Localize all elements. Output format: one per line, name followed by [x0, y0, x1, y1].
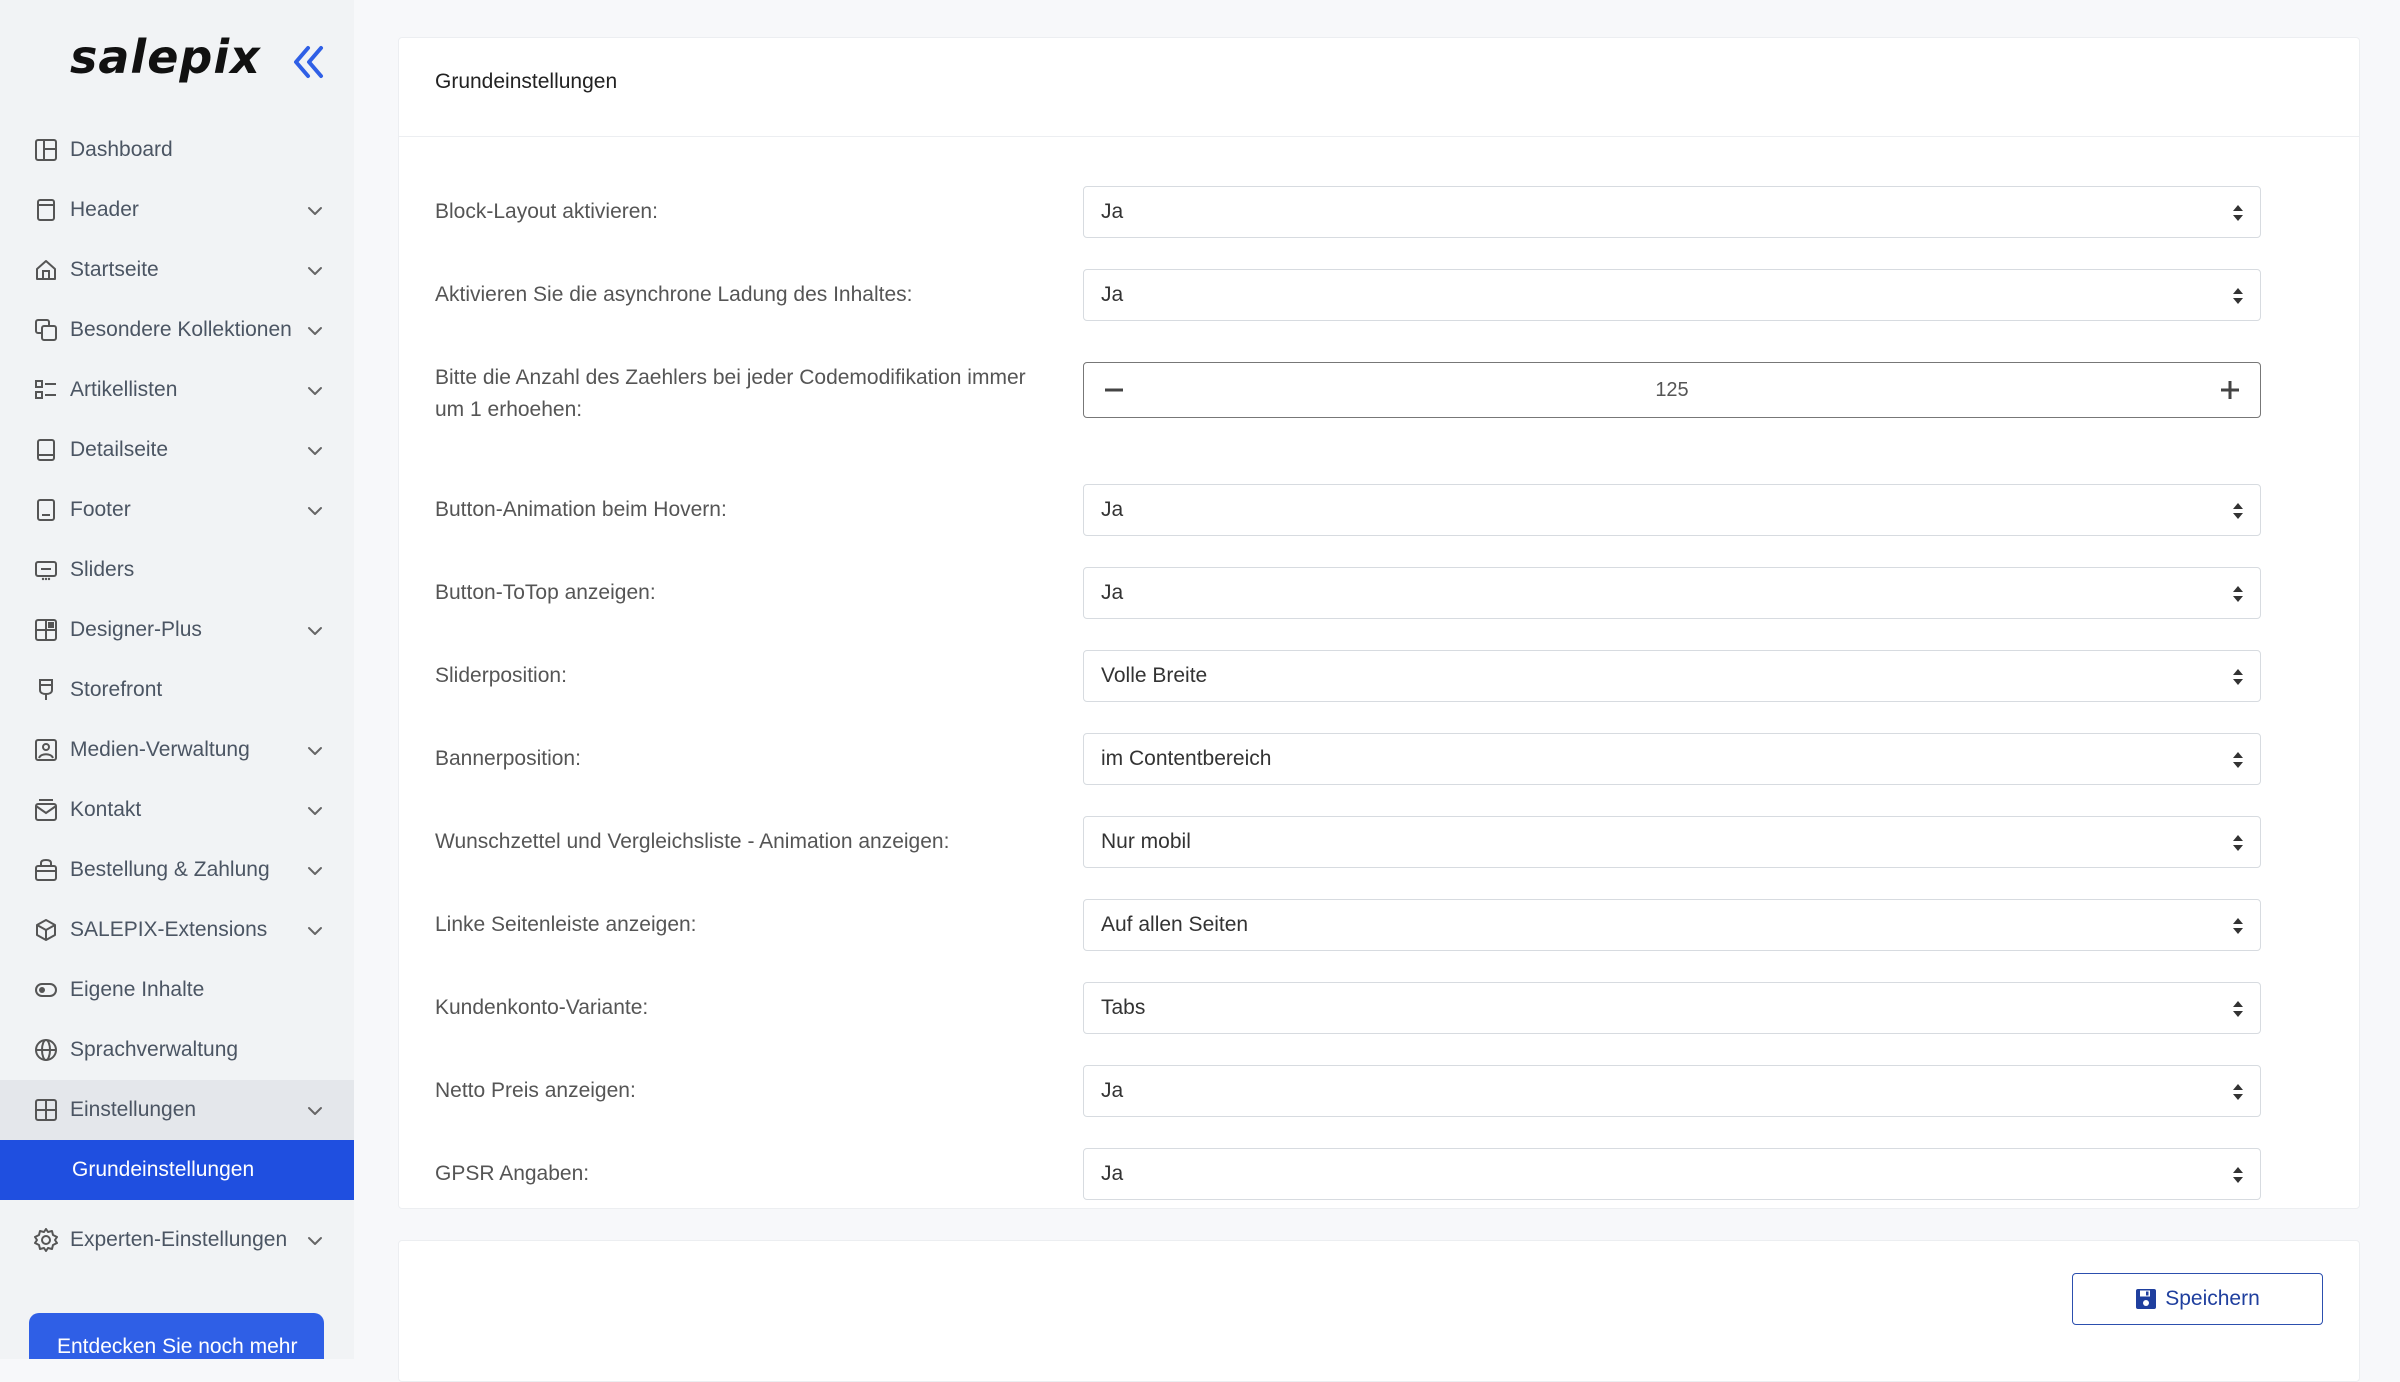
- card-header: [399, 38, 2359, 137]
- chevron-down-icon: [306, 202, 324, 220]
- sidebar-item-salepix-extensions[interactable]: [0, 900, 354, 960]
- sidebar-item-sprachverwaltung[interactable]: [0, 1020, 354, 1080]
- setting-label: Wunschzettel und Vergleichsliste - Animation anzeigen:: [435, 830, 950, 853]
- sidebar-item-label: Grundeinstellungen: [72, 1158, 255, 1181]
- setting-select[interactable]: [1083, 567, 2261, 619]
- media-icon: [34, 738, 58, 762]
- sidebar-item-besondere-kollektionen[interactable]: [0, 300, 354, 360]
- chevron-down-icon: [306, 742, 324, 760]
- sidebar-item-label: Kontakt: [70, 798, 142, 821]
- setting-label: Kundenkonto-Variante:: [435, 996, 649, 1019]
- sort-arrows-icon: [2232, 584, 2244, 604]
- sort-arrows-icon: [2232, 203, 2244, 223]
- setting-label: GPSR Angaben:: [435, 1162, 590, 1185]
- sidebar-item-label: Startseite: [70, 258, 159, 281]
- sidebar-item-footer[interactable]: [0, 480, 354, 540]
- chevron-down-icon: [306, 1232, 324, 1250]
- sidebar-item-label: Eigene Inhalte: [70, 978, 205, 1001]
- dashboard-icon: [34, 138, 58, 162]
- toggle-icon: [34, 978, 58, 1002]
- select-value: Tabs: [1101, 996, 1146, 1019]
- sidebar-item-label: Sliders: [70, 558, 135, 581]
- select-value: Ja: [1101, 498, 1124, 521]
- sort-arrows-icon: [2232, 1165, 2244, 1185]
- storefront-icon: [34, 678, 58, 702]
- sidebar-item-kontakt[interactable]: [0, 780, 354, 840]
- sidebar-item-bestellung-und-zahlung[interactable]: [0, 840, 354, 900]
- list-icon: [34, 378, 58, 402]
- sort-arrows-icon: [2232, 501, 2244, 521]
- designer-icon: [34, 618, 58, 642]
- chevron-down-icon: [306, 802, 324, 820]
- chevron-down-icon: [306, 502, 324, 520]
- sidebar-item-designer-plus[interactable]: [0, 600, 354, 660]
- setting-select[interactable]: [1083, 899, 2261, 951]
- sidebar-item-label: Artikellisten: [70, 378, 178, 401]
- setting-select[interactable]: [1083, 982, 2261, 1034]
- setting-label: Netto Preis anzeigen:: [435, 1079, 636, 1102]
- select-value: im Contentbereich: [1101, 747, 1272, 770]
- decrement-button[interactable]: [1098, 375, 1130, 405]
- setting-select[interactable]: [1083, 1148, 2261, 1200]
- box-icon: [34, 918, 58, 942]
- sidebar-item-label: Header: [70, 198, 139, 221]
- chevron-down-icon: [306, 382, 324, 400]
- setting-label: Button-Animation beim Hovern:: [435, 498, 727, 521]
- sort-arrows-icon: [2232, 833, 2244, 853]
- setting-select[interactable]: [1083, 816, 2261, 868]
- globe-icon: [34, 1038, 58, 1062]
- slider-icon: [34, 558, 58, 582]
- logo-row: [0, 0, 354, 124]
- sidebar-item-label: Medien-Verwaltung: [70, 738, 250, 761]
- settings-card: [398, 37, 2360, 1209]
- sidebar-item-eigene-inhalte[interactable]: [0, 960, 354, 1020]
- plus-icon: [2214, 375, 2246, 405]
- collapse-sidebar-button[interactable]: [290, 40, 326, 84]
- footer-card: [398, 1240, 2360, 1382]
- sidebar-item-dashboard[interactable]: [0, 120, 354, 180]
- save-button[interactable]: [2072, 1273, 2323, 1325]
- save-label: Speichern: [2165, 1287, 2260, 1310]
- chevron-down-icon: [306, 262, 324, 280]
- setting-label: Sliderposition:: [435, 664, 567, 687]
- setting-label: Button-ToTop anzeigen:: [435, 581, 656, 604]
- sidebar-item-einstellungen[interactable]: [0, 1080, 354, 1140]
- page-title: Grundeinstellungen: [435, 70, 618, 93]
- select-value: Ja: [1101, 200, 1124, 223]
- setting-select[interactable]: [1083, 186, 2261, 238]
- chevron-down-icon: [306, 622, 324, 640]
- setting-label: Bitte die Anzahl des Zaehlers bei jeder Codemodifikation immer um 1 erhoehen:: [435, 366, 1026, 421]
- setting-label: Linke Seitenleiste anzeigen:: [435, 913, 697, 936]
- collections-icon: [34, 318, 58, 342]
- chevron-down-icon: [306, 322, 324, 340]
- sort-arrows-icon: [2232, 667, 2244, 687]
- sidebar-item-label: Sprachverwaltung: [70, 1038, 239, 1061]
- sort-arrows-icon: [2232, 999, 2244, 1019]
- increment-button[interactable]: [2214, 375, 2246, 405]
- select-value: Ja: [1101, 581, 1124, 604]
- sidebar-item-experten-einstellungen[interactable]: [0, 1210, 354, 1270]
- sidebar-item-detailseite[interactable]: [0, 420, 354, 480]
- counter-stepper[interactable]: [1083, 362, 2261, 418]
- sidebar-item-artikellisten[interactable]: [0, 360, 354, 420]
- promo-banner[interactable]: [29, 1313, 324, 1359]
- basket-icon: [34, 858, 58, 882]
- floppy-disk-icon: [2135, 1288, 2157, 1310]
- home-icon: [34, 258, 58, 282]
- sidebar-item-label: Detailseite: [70, 438, 169, 461]
- select-value: Nur mobil: [1101, 830, 1191, 853]
- sidebar-item-label: Einstellungen: [70, 1098, 197, 1121]
- sidebar-item-label: SALEPIX-Extensions: [70, 918, 268, 941]
- setting-select[interactable]: [1083, 733, 2261, 785]
- select-value: Ja: [1101, 1162, 1124, 1185]
- sidebar-item-label: Besondere Kollektionen: [70, 318, 292, 341]
- header-icon: [34, 198, 58, 222]
- sidebar-item-grundeinstellungen[interactable]: [0, 1140, 354, 1200]
- sort-arrows-icon: [2232, 286, 2244, 306]
- gear-icon: [34, 1228, 58, 1252]
- logo: salepix: [70, 30, 261, 84]
- chevron-down-icon: [306, 862, 324, 880]
- sidebar-item-storefront[interactable]: [0, 660, 354, 720]
- setting-label: Block-Layout aktivieren:: [435, 200, 658, 223]
- sort-arrows-icon: [2232, 1082, 2244, 1102]
- setting-select[interactable]: [1083, 650, 2261, 702]
- grid-icon: [34, 1098, 58, 1122]
- sidebar-item-label: Bestellung & Zahlung: [70, 858, 270, 881]
- chevron-down-icon: [306, 442, 324, 460]
- counter-value[interactable]: 125: [1655, 379, 1689, 401]
- sidebar-item-sliders[interactable]: [0, 540, 354, 600]
- contact-icon: [34, 798, 58, 822]
- sidebar-item-label: Footer: [70, 498, 131, 521]
- select-value: Volle Breite: [1101, 664, 1208, 687]
- chevron-down-icon: [306, 922, 324, 940]
- select-value: Auf allen Seiten: [1101, 913, 1249, 936]
- sidebar-item-startseite[interactable]: [0, 240, 354, 300]
- detail-page-icon: [34, 438, 58, 462]
- sidebar-item-medien-verwaltung[interactable]: [0, 720, 354, 780]
- minus-icon: [1098, 375, 1130, 405]
- sidebar-item-label: Dashboard: [70, 138, 173, 161]
- setting-label: Bannerposition:: [435, 747, 581, 770]
- double-chevron-left-icon: [290, 40, 326, 84]
- promo-label: Entdecken Sie noch mehr: [57, 1335, 298, 1358]
- sidebar-item-label: Designer-Plus: [70, 618, 202, 641]
- setting-select[interactable]: [1083, 269, 2261, 321]
- setting-select[interactable]: [1083, 484, 2261, 536]
- setting-select[interactable]: [1083, 1065, 2261, 1117]
- sort-arrows-icon: [2232, 750, 2244, 770]
- chevron-down-icon: [306, 1102, 324, 1120]
- select-value: Ja: [1101, 283, 1124, 306]
- sidebar-item-label: Storefront: [70, 678, 163, 701]
- sidebar-item-header[interactable]: [0, 180, 354, 240]
- sidebar: [0, 0, 354, 1359]
- sidebar-nav: [0, 120, 354, 1270]
- sort-arrows-icon: [2232, 916, 2244, 936]
- sidebar-item-label: Experten-Einstellungen: [70, 1228, 288, 1251]
- setting-label: Aktivieren Sie die asynchrone Ladung des Inhaltes:: [435, 283, 913, 306]
- footer-icon: [34, 498, 58, 522]
- select-value: Ja: [1101, 1079, 1124, 1102]
